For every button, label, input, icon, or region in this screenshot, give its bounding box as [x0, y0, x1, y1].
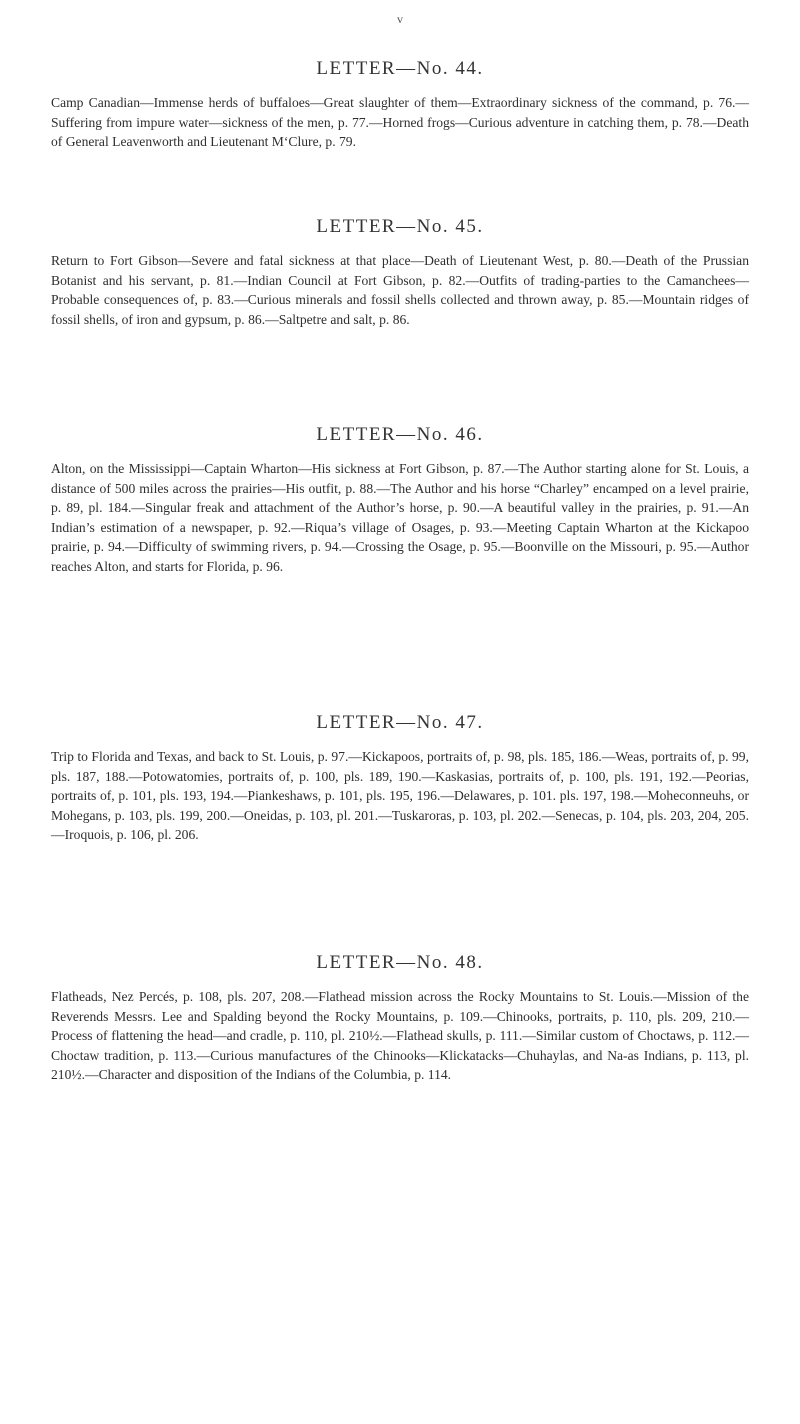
page-number: v [397, 12, 403, 26]
letter-summary: Flatheads, Nez Percés, p. 108, pls. 207, 208.—Flathead mission across the Rocky Mountains to St. Louis.—Mission of the Reverends Messrs. Lee and Spalding beyond the Rocky Mountains, p. 109.—Chinooks, portraits, p. 110, pls. 209, 210.—Process of flattening the head—and cradle, p. 110, pl. 210½.—Flathead skulls, p. 111.—Similar custom of Choctaws, p. 112.—Choctaw tradition, p. 113.—Curious manufactures of the Chinooks—Klickatacks—Chuhaylas, and Na-as Indians, p. 113, pl. 210½.—Character and disposition of the Indians of the Columbia, p. 114. [51, 989, 749, 1082]
letter-heading: LETTER—No. 47. [316, 712, 484, 733]
letter-summary: Camp Canadian—Immense herds of buffaloes—Great slaughter of them—Extraordinary sickness of the command, p. 76.—Suffering from impure water—sickness of the men, p. 77.—Horned frogs—Curious adventure in catching them, p. 78.—Death of General Leavenworth and Lieutenant M‘Clure, p. 79. [51, 95, 749, 149]
letter-heading: LETTER—No. 48. [316, 952, 484, 973]
letter-44 [51, 58, 749, 152]
letter-heading: LETTER—No. 46. [316, 424, 484, 445]
letter-summary: Return to Fort Gibson—Severe and fatal sickness at that place—Death of Lieutenant West, p. 80.—Death of the Prussian Botanist and his servant, p. 81.—Indian Council at Fort Gibson, p. 82.—Outfits of trading-parties to the Camanchees—Probable consequences of, p. 83.—Curious minerals and fossil shells collected and thrown away, p. 85.—Mountain ridges of fossil shells, of iron and gypsum, p. 86.—Saltpetre and salt, p. 86. [51, 253, 749, 327]
letter-46 [51, 424, 749, 576]
letter-45 [51, 216, 749, 329]
letter-48 [51, 952, 749, 1085]
letter-heading: LETTER—No. 44. [316, 58, 484, 79]
letter-summary: Trip to Florida and Texas, and back to St. Louis, p. 97.—Kickapoos, portraits of, p. 98, pls. 185, 186.—Weas, portraits of, p. 99, pls. 187, 188.—Potowatomies, portraits of, p. 100, pls. 189, 190.—Kaskasias, portraits of, p. 100, pls. 191, 192.—Peorias, portraits of, p. 101, pls. 193, 194.—Piankeshaws, p. 101, pls. 195, 196.—Delawares, p. 101. pls. 197, 198.—Moheconneuhs, or Mohegans, p. 103, pls. 199, 200.—Oneidas, p. 103, pl. 201.—Tuskaroras, p. 103, pl. 202.—Senecas, p. 104, pls. 203, 204, 205.—Iroquois, p. 106, pl. 206. [51, 749, 749, 842]
letter-47 [51, 712, 749, 845]
letter-heading: LETTER—No. 45. [316, 216, 484, 237]
letter-summary: Alton, on the Mississippi—Captain Wharton—His sickness at Fort Gibson, p. 87.—The Author starting alone for St. Louis, a distance of 500 miles across the prairies—His outfit, p. 88.—The Author and his horse “Charley” encamped on a level prairie, p. 89, pl. 184.—Singular freak and attachment of the Author’s horse, p. 90.—A beautiful valley in the prairies, p. 91.—An Indian’s estimation of a newspaper, p. 92.—Riqua’s village of Osages, p. 93.—Meeting Captain Wharton at the Kickapoo prairie, p. 94.—Difficulty of swimming rivers, p. 94.—Crossing the Osage, p. 95.—Boonville on the Missouri, p. 95.—Author reaches Alton, and starts for Florida, p. 96. [51, 461, 749, 574]
